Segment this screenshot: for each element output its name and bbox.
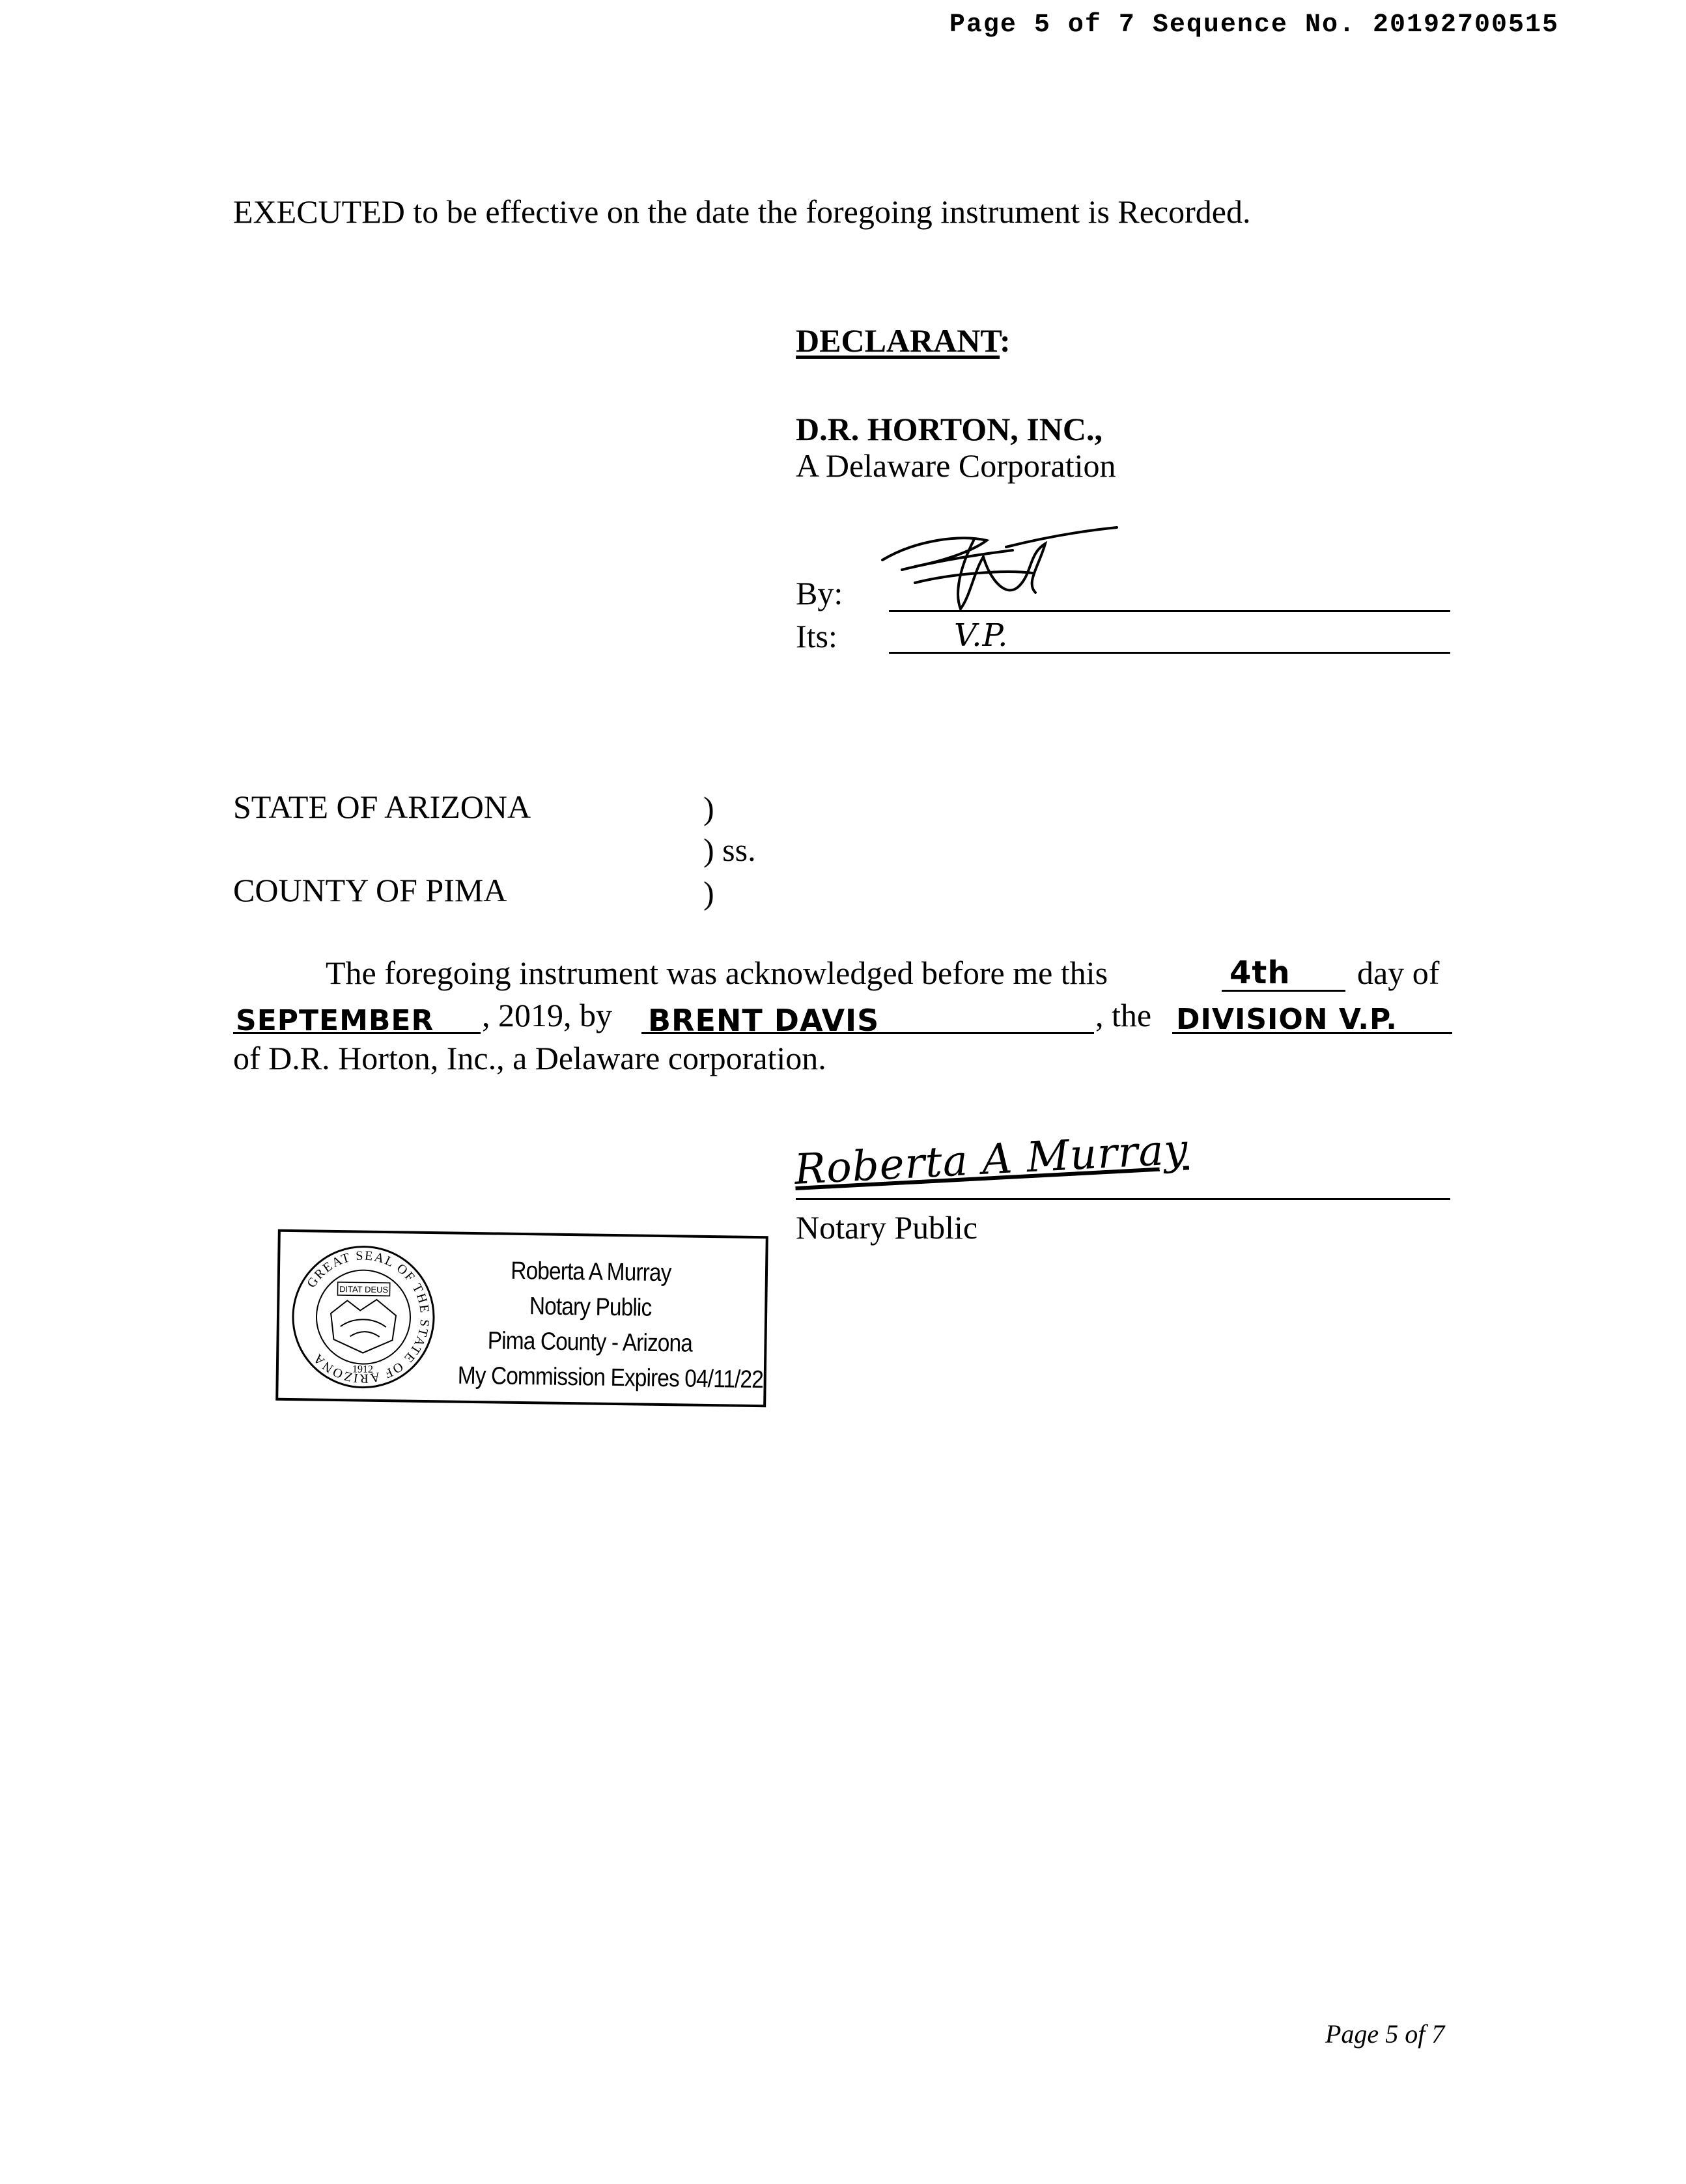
ack-line-1: The foregoing instrument was acknowledged before me this	[326, 955, 1108, 991]
ack-month-value: SEPTEMBER	[236, 1004, 434, 1037]
footer-page-label: Page 5 of 7	[1325, 2019, 1445, 2049]
page-sequence-header: Page 5 of 7 Sequence No. 20192700515	[949, 10, 1559, 40]
seal-motto: DITAT DEUS	[339, 1284, 389, 1295]
declarant-company: D.R. HORTON, INC.,	[796, 411, 1103, 447]
stamp-notary-title: Notary Public	[529, 1293, 652, 1322]
stamp-expiration: My Commission Expires 04/11/22	[457, 1362, 764, 1394]
ack-name-value: BRENT DAVIS	[648, 1003, 880, 1038]
seal-year: 1912	[352, 1364, 373, 1375]
venue-paren-top: )	[703, 790, 714, 826]
ack-day-value: 4th	[1229, 955, 1291, 991]
notary-signature: Roberta A Murray	[793, 1125, 1190, 1194]
stamp-notary-name: Roberta A Murray	[511, 1257, 671, 1287]
declarant-heading-label: DECLARANT	[796, 322, 1000, 359]
ack-line-3: of D.R. Horton, Inc., a Delaware corporation.	[233, 1040, 826, 1076]
venue-paren-ss: ) ss.	[703, 832, 756, 868]
declarant-heading-colon: :	[1000, 322, 1011, 359]
notary-stamp	[275, 1229, 768, 1407]
declarant-signature	[876, 521, 1123, 619]
seal-ring-text: GREAT SEAL OF THE STATE OF ARIZONA	[304, 1248, 432, 1386]
ack-title-value: DIVISION V.P.	[1176, 1003, 1398, 1036]
state-label: STATE OF ARIZONA	[233, 789, 531, 825]
stamp-text-block	[457, 1253, 764, 1397]
notary-signature-line	[796, 1198, 1450, 1200]
notary-public-label: Notary Public	[796, 1209, 978, 1246]
county-label: COUNTY OF PIMA	[233, 872, 507, 908]
stamp-county: Pima County - Arizona	[487, 1327, 693, 1358]
its-value: V.P.	[954, 617, 1009, 654]
ack-the-text: , the	[1095, 997, 1152, 1033]
declarant-heading	[796, 322, 1011, 359]
its-label: Its:	[796, 618, 837, 654]
by-label: By:	[796, 575, 843, 611]
ack-day-of: day of	[1357, 955, 1440, 991]
ack-year-text: , 2019, by	[482, 997, 612, 1033]
venue-paren-bottom: )	[703, 875, 714, 911]
executed-statement: EXECUTED to be effective on the date the foregoing instrument is Recorded.	[233, 193, 1251, 230]
declarant-company-desc: A Delaware Corporation	[796, 447, 1116, 484]
arizona-state-seal	[287, 1241, 439, 1393]
